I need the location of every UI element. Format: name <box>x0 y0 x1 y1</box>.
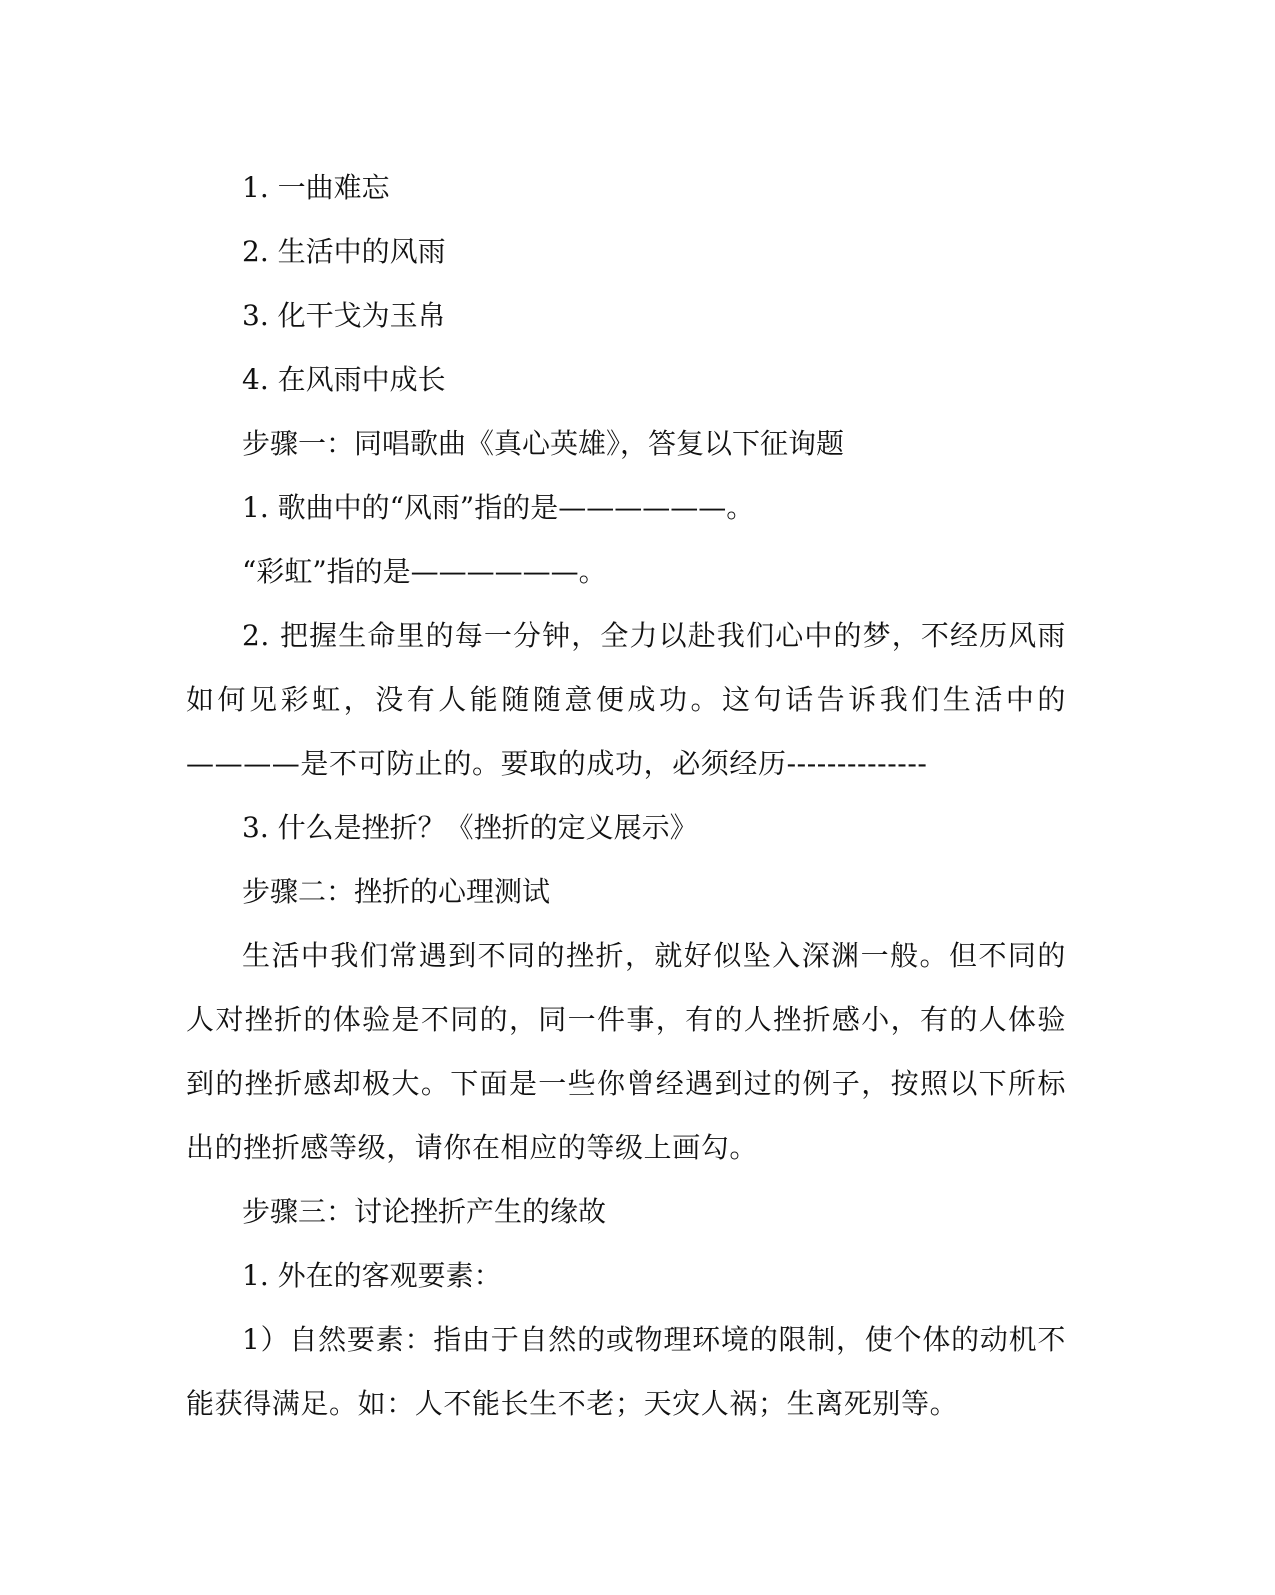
outline-item-1: 1. 一曲难忘 <box>242 171 390 204</box>
question-1-rainbow: “彩虹”指的是——————。 <box>242 555 607 588</box>
step-three-heading: 步骤三：讨论挫折产生的缘故 <box>242 1195 607 1228</box>
external-factors-heading: 1. 外在的客观要素： <box>242 1259 502 1292</box>
question-2-paragraph: 2. 把握生命里的每一分钟，全力以赴我们心中的梦，不经历风雨如何见彩虹，没有人能随随意便成功。这句话告诉我们生活中的————是不可防止的。要取的成功，必须经历-------------- <box>186 619 1066 780</box>
step-two-heading: 步骤二：挫折的心理测试 <box>242 875 551 908</box>
psych-test-paragraph: 生活中我们常遇到不同的挫折，就好似坠入深渊一般。但不同的人对挫折的体验是不同的，同一件事，有的人挫折感小，有的人体验到的挫折感却极大。下面是一些你曾经遇到过的例子，按照以下所标出的挫折感等级，请你在相应的等级上画勾。 <box>186 939 1066 1164</box>
document-body <box>186 156 1066 1436</box>
outline-item-2: 2. 生活中的风雨 <box>242 235 446 268</box>
natural-factors-paragraph: 1）自然要素：指由于自然的或物理环境的限制，使个体的动机不能获得满足。如：人不能长生不老；天灾人祸；生离死别等。 <box>186 1323 1066 1420</box>
outline-item-4: 4. 在风雨中成长 <box>242 363 446 396</box>
outline-item-3: 3. 化干戈为玉帛 <box>242 299 446 332</box>
question-1-wind-rain: 1. 歌曲中的“风雨”指的是——————。 <box>242 491 755 524</box>
step-one-heading: 步骤一：同唱歌曲《真心英雄》，答复以下征询题 <box>242 427 845 460</box>
question-3-definition: 3. 什么是挫折？《挫折的定义展示》 <box>242 811 698 844</box>
